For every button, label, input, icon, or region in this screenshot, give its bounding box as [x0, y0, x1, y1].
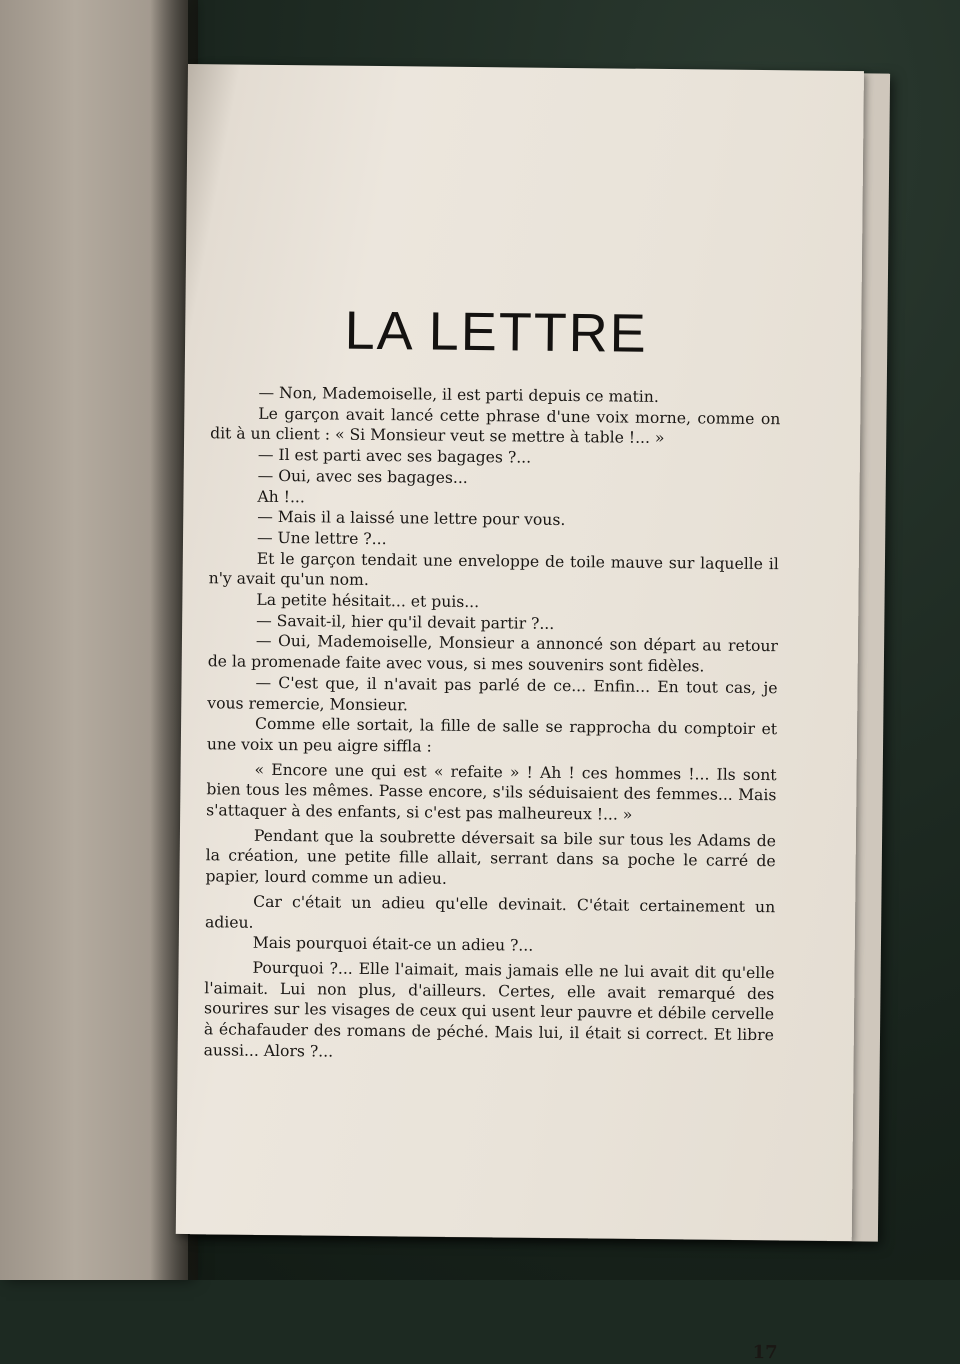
paragraph: Ah !... [257, 487, 305, 506]
paragraph: — C'est que, il n'avait pas parlé de ce... Enfin... En tout cas, je vous remercie, Monsieur. [207, 673, 778, 714]
paragraph: — Une lettre ?... [256, 528, 387, 549]
paragraph: Le garçon avait lancé cette phrase d'une voix morne, comme on dit à un client : « Si Monsieur veut se mettre à table !... » [210, 404, 781, 448]
paragraph: Car c'était un adieu qu'elle devinait. C'était certainement un adieu. [204, 892, 776, 932]
paragraph: Mais pourquoi était-ce un adieu ?... [252, 934, 534, 955]
paragraph: — Mais il a laissé une lettre pour vous. [257, 507, 566, 530]
paragraph: Comme elle sortait, la fille de salle se rapprocha du comptoir et une voix un peu aigre siffla : [206, 714, 778, 756]
book-page [176, 64, 864, 1364]
paragraph: Et le garçon tendait une enveloppe de toile mauve sur laquelle il n'y avait qu'un nom. [208, 549, 779, 590]
paragraph: — Oui, Mademoiselle, Monsieur a annoncé son départ au retour de la promenade faite avec vous, si mes souvenirs sont fidèles. [207, 632, 779, 676]
paragraph: — Non, Mademoiselle, il est parti depuis ce matin. [258, 383, 659, 406]
paragraph: Pourquoi ?... Elle l'aimait, mais jamais elle ne lui avait dit qu'elle l'aimait. Lui non plus, d'ailleurs. Certes, elle avait remarqué des sourires sur les visages de ceux qui usent leur pauvre et débile cervelle à échafauder des romans de péché. Mais lui, il était si correct. Et libre aussi... Alors ?... [203, 958, 775, 1061]
paragraph: — Savait-il, hier qu'il devait partir ?... [256, 611, 555, 633]
page-text-block [203, 298, 782, 1364]
paragraph: La petite hésitait... et puis... [256, 590, 480, 612]
paragraph: Pendant que la soubrette déversait sa bile sur tous les Adams de la création, une petite fille allait, serrant dans sa poche le carré de papier, lourd comme un adieu. [205, 826, 776, 888]
chapter-body [204, 382, 781, 1066]
paragraph: « Encore une qui est « refaite » ! Ah ! ces hommes !... Ils sont bien tous les mêmes. Passe encore, s'ils séduisaient des femmes... Mais s'attaquer à des enfants, si c'est pas malheureux !... » [206, 760, 777, 824]
paragraph: — Oui, avec ses bagages... [257, 466, 468, 487]
chapter-title: LA LETTRE [344, 300, 649, 364]
paragraph: — Il est parti avec ses bagages ?... [257, 445, 532, 467]
page-number: 17 [752, 1341, 778, 1364]
